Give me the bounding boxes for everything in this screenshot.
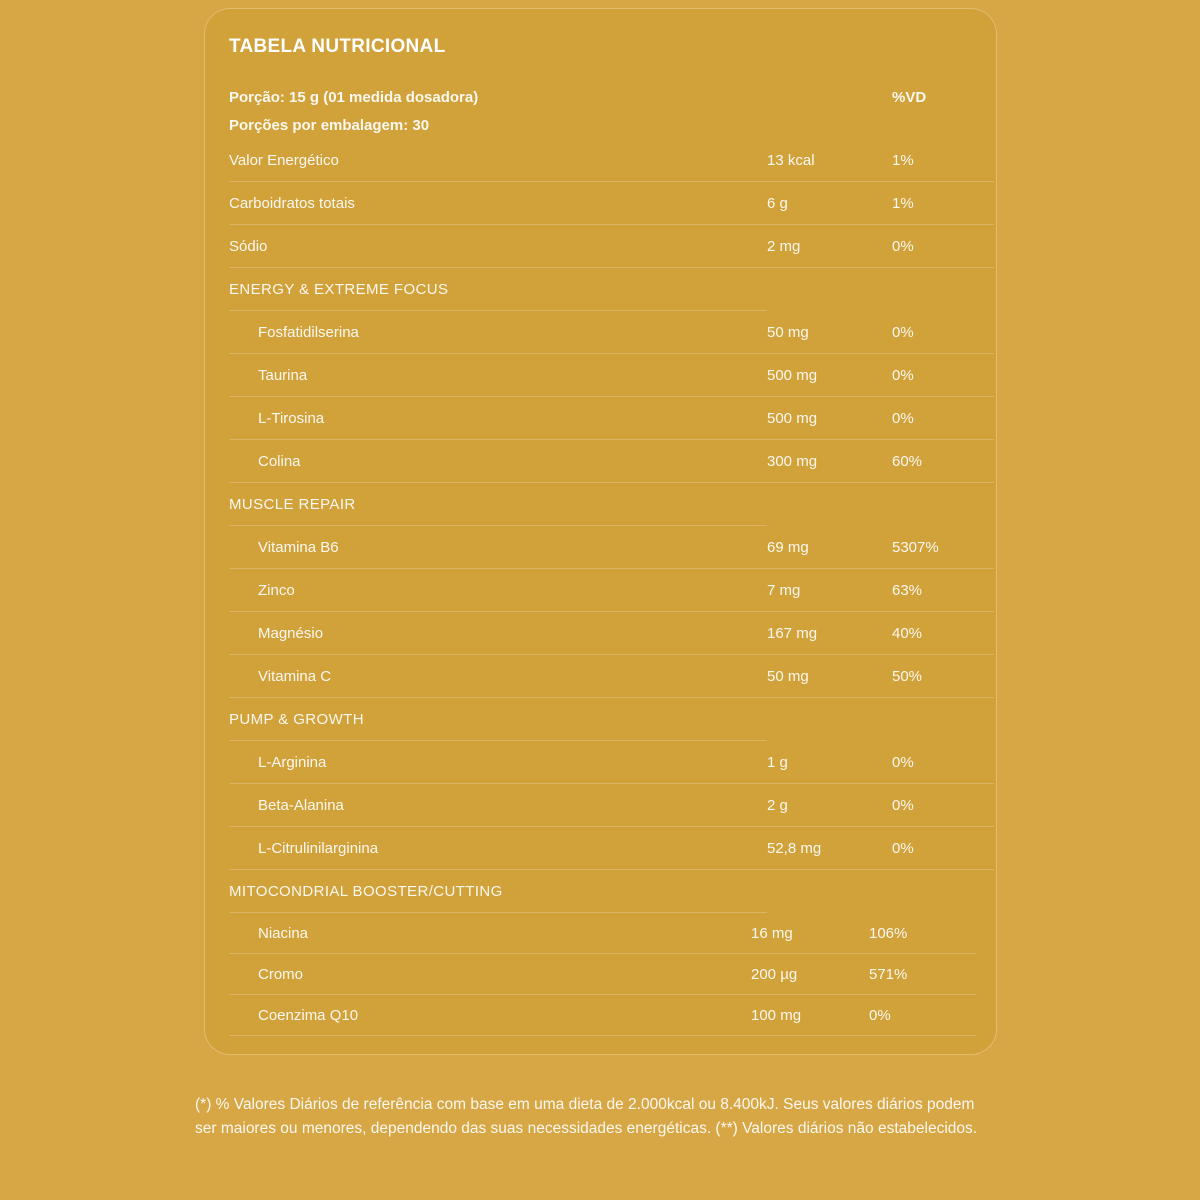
section-header-label: PUMP & GROWTH bbox=[229, 711, 364, 728]
nutrient-daily-value-percent: 0% bbox=[892, 323, 914, 341]
section-header-row bbox=[229, 698, 994, 741]
nutrient-label: L-Tirosina bbox=[258, 409, 325, 427]
nutrient-label: L-Citrulinilarginina bbox=[258, 839, 379, 857]
nutrient-amount: 167 mg bbox=[767, 624, 818, 642]
nutrient-daily-value-percent: 0% bbox=[892, 409, 914, 427]
nutrient-label: Vitamina C bbox=[258, 667, 332, 685]
table-row bbox=[229, 225, 994, 268]
nutrient-label: Fosfatidilserina bbox=[258, 323, 359, 341]
nutrition-table bbox=[229, 139, 994, 1036]
table-row bbox=[229, 311, 994, 354]
table-row bbox=[229, 741, 994, 784]
nutrient-daily-value-percent: 1% bbox=[892, 194, 914, 212]
nutrient-amount: 50 mg bbox=[767, 667, 809, 685]
table-row bbox=[229, 569, 994, 612]
panel-title: TABELA NUTRICIONAL bbox=[229, 36, 446, 57]
nutrient-amount: 6 g bbox=[767, 194, 788, 212]
table-row bbox=[229, 913, 976, 954]
nutrient-label: Zinco bbox=[258, 581, 295, 599]
daily-value-column-header: %VD bbox=[892, 88, 927, 106]
nutrient-label: Taurina bbox=[258, 366, 308, 384]
section-header-row bbox=[229, 268, 994, 311]
nutrient-label: L-Arginina bbox=[258, 753, 327, 771]
section-header-label: MITOCONDRIAL BOOSTER/CUTTING bbox=[229, 883, 503, 900]
nutrient-daily-value-percent: 60% bbox=[892, 452, 923, 470]
nutrient-daily-value-percent: 40% bbox=[892, 624, 923, 642]
nutrient-daily-value-percent: 0% bbox=[892, 753, 914, 771]
table-row bbox=[229, 139, 994, 182]
nutrient-amount: 2 mg bbox=[767, 237, 801, 255]
nutrient-label: Vitamina B6 bbox=[258, 538, 339, 556]
nutrient-amount: 1 g bbox=[767, 753, 788, 771]
serving-size-row bbox=[229, 83, 994, 111]
nutrient-daily-value-percent: 0% bbox=[892, 839, 914, 857]
servings-per-package-label: Porções por embalagem: 30 bbox=[229, 116, 430, 134]
table-row bbox=[229, 655, 994, 698]
nutrient-amount: 500 mg bbox=[767, 409, 818, 427]
nutrient-label: Colina bbox=[258, 452, 301, 470]
section-header-row bbox=[229, 870, 994, 913]
nutrient-daily-value-percent: 0% bbox=[869, 1006, 891, 1024]
nutrient-amount: 500 mg bbox=[767, 366, 818, 384]
nutrient-label: Valor Energético bbox=[229, 151, 339, 169]
nutrient-amount: 13 kcal bbox=[767, 151, 815, 169]
table-row bbox=[229, 995, 976, 1036]
table-row bbox=[229, 954, 976, 995]
nutrient-daily-value-percent: 106% bbox=[869, 924, 908, 942]
nutrient-label: Magnésio bbox=[258, 624, 324, 642]
table-row bbox=[229, 440, 994, 483]
servings-per-package-row bbox=[229, 111, 994, 139]
section-header-row bbox=[229, 483, 994, 526]
nutrient-label: Carboidratos totais bbox=[229, 194, 355, 212]
nutrient-amount: 100 mg bbox=[751, 1006, 802, 1024]
nutrient-amount: 69 mg bbox=[767, 538, 809, 556]
nutrient-label: Niacina bbox=[258, 924, 309, 942]
section-header-label: ENERGY & EXTREME FOCUS bbox=[229, 281, 449, 298]
nutrient-daily-value-percent: 571% bbox=[869, 965, 908, 983]
nutrient-daily-value-percent: 50% bbox=[892, 667, 923, 685]
nutrient-amount: 52,8 mg bbox=[767, 839, 822, 857]
nutrition-facts-panel bbox=[204, 8, 997, 1055]
nutrient-label: Cromo bbox=[258, 965, 304, 983]
table-row bbox=[229, 397, 994, 440]
nutrient-label: Sódio bbox=[229, 237, 268, 255]
nutrient-amount: 300 mg bbox=[767, 452, 818, 470]
nutrient-label: Beta-Alanina bbox=[258, 796, 344, 814]
section-header-label: MUSCLE REPAIR bbox=[229, 496, 356, 513]
nutrient-daily-value-percent: 5307% bbox=[892, 538, 939, 556]
table-row bbox=[229, 354, 994, 397]
nutrient-amount: 16 mg bbox=[751, 924, 793, 942]
nutrient-daily-value-percent: 0% bbox=[892, 237, 914, 255]
serving-size-label: Porção: 15 g (01 medida dosadora) bbox=[229, 88, 479, 106]
nutrient-amount: 200 µg bbox=[751, 965, 798, 983]
nutrient-daily-value-percent: 0% bbox=[892, 366, 914, 384]
table-row bbox=[229, 612, 994, 655]
nutrient-amount: 2 g bbox=[767, 796, 788, 814]
daily-values-footnote: (*) % Valores Diários de referência com base em uma dieta de 2.000kcal ou 8.400kJ. Seus valores diários podem ser maiores ou menores, dependendo das suas necessidades energéticas. (**) Valores diários não estabelecidos. bbox=[195, 1096, 978, 1137]
nutrient-daily-value-percent: 63% bbox=[892, 581, 923, 599]
table-row bbox=[229, 784, 994, 827]
table-row bbox=[229, 827, 994, 870]
nutrient-daily-value-percent: 1% bbox=[892, 151, 914, 169]
table-row bbox=[229, 182, 994, 225]
nutrient-amount: 7 mg bbox=[767, 581, 801, 599]
table-row bbox=[229, 526, 994, 569]
nutrient-daily-value-percent: 0% bbox=[892, 796, 914, 814]
nutrient-amount: 50 mg bbox=[767, 323, 809, 341]
nutrient-label: Coenzima Q10 bbox=[258, 1006, 359, 1024]
